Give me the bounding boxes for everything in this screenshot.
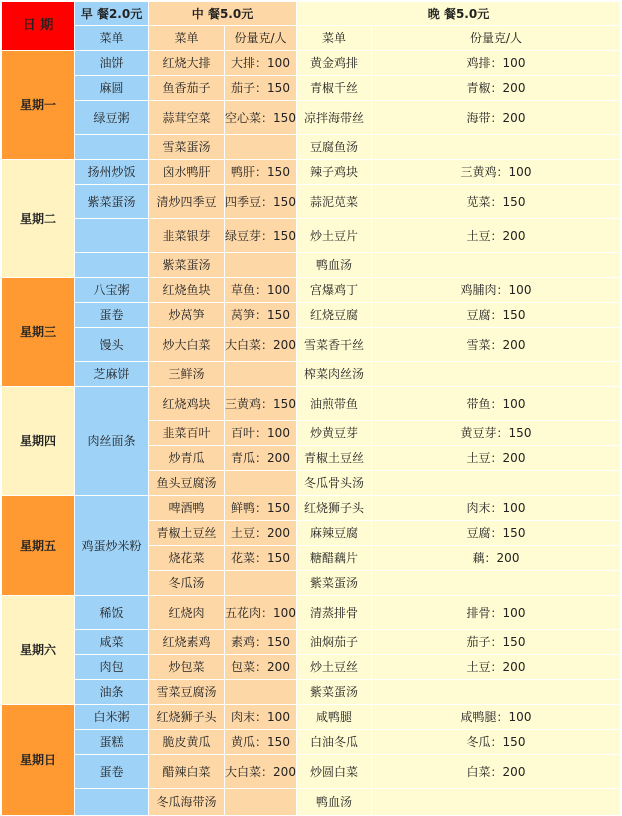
dinner-qty: 豆腐：150 [372,521,621,546]
dinner-dish: 鸭血汤 [297,789,372,816]
dinner-dish: 榨菜肉丝汤 [297,362,372,387]
menu-row [2,362,621,387]
day-label: 星期一 [2,51,75,160]
lunch-qty [225,471,297,496]
menu-row [2,278,621,303]
lunch-qty: 莴笋：150 [225,303,297,328]
menu-row [2,160,621,185]
lunch-dish: 鱼头豆腐汤 [149,471,225,496]
menu-row [2,303,621,328]
breakfast-item: 芝麻饼 [75,362,149,387]
breakfast-item [75,219,149,253]
dinner-dish: 紫菜蛋汤 [297,680,372,705]
lunch-header: 中 餐5.0元 [149,2,297,26]
menu-row [2,387,621,421]
breakfast-item: 扬州炒饭 [75,160,149,185]
dinner-dish: 青椒千丝 [297,76,372,101]
lunch-qty [225,789,297,816]
breakfast-item: 蛋卷 [75,755,149,789]
dinner-qty: 豆腐：150 [372,303,621,328]
dinner-qty: 土豆：200 [372,219,621,253]
breakfast-item: 蛋卷 [75,303,149,328]
dinner-dish: 炒土豆丝 [297,655,372,680]
breakfast-item: 油条 [75,680,149,705]
lunch-qty: 鲜鸭：150 [225,496,297,521]
menu-row [2,730,621,755]
breakfast-item: 紫菜蛋汤 [75,185,149,219]
breakfast-item: 肉丝面条 [75,387,149,496]
lunch-dish: 红烧大排 [149,51,225,76]
lunch-dish: 炒莴笋 [149,303,225,328]
day-label: 星期四 [2,387,75,496]
breakfast-item: 稀饭 [75,596,149,630]
lunch-dish: 蒜茸空菜 [149,101,225,135]
lunch-qty: 肉末：100 [225,705,297,730]
dinner-dish: 白油冬瓜 [297,730,372,755]
lunch-dish: 清炒四季豆 [149,185,225,219]
dinner-dish: 咸鸭腿 [297,705,372,730]
lunch-dish: 红烧鸡块 [149,387,225,421]
dinner-dish: 红烧豆腐 [297,303,372,328]
dinner-dish: 鸭血汤 [297,253,372,278]
lunch-dish-header: 菜单 [149,26,225,51]
breakfast-item: 绿豆粥 [75,101,149,135]
dinner-dish: 青椒土豆丝 [297,446,372,471]
dinner-qty: 排骨：100 [372,596,621,630]
dinner-qty [372,680,621,705]
dinner-qty: 白菜：200 [372,755,621,789]
lunch-qty: 绿豆芽：150 [225,219,297,253]
lunch-qty: 三黄鸡：150 [225,387,297,421]
lunch-qty: 黄瓜：150 [225,730,297,755]
breakfast-item: 馒头 [75,328,149,362]
lunch-qty: 花菜：150 [225,546,297,571]
dinner-dish: 黄金鸡排 [297,51,372,76]
dinner-qty: 海带：200 [372,101,621,135]
dinner-qty: 肉末：100 [372,496,621,521]
dinner-dish: 冬瓜骨头汤 [297,471,372,496]
lunch-dish: 啤酒鸭 [149,496,225,521]
day-label: 星期三 [2,278,75,387]
day-label: 星期五 [2,496,75,596]
dinner-qty: 茄子：150 [372,630,621,655]
dinner-dish: 蒜泥苋菜 [297,185,372,219]
lunch-qty: 五花肉：100 [225,596,297,630]
dinner-dish: 辣子鸡块 [297,160,372,185]
menu-row [2,496,621,521]
menu-row [2,328,621,362]
lunch-dish: 囟水鸭肝 [149,160,225,185]
lunch-dish: 紫菜蛋汤 [149,253,225,278]
dinner-qty: 藕：200 [372,546,621,571]
dinner-dish: 炒黄豆芽 [297,421,372,446]
breakfast-dish-header: 菜单 [75,26,149,51]
dinner-dish: 红烧狮子头 [297,496,372,521]
breakfast-item: 肉包 [75,655,149,680]
lunch-qty: 茄子：150 [225,76,297,101]
weekly-menu-table [1,1,621,816]
lunch-dish: 韭菜百叶 [149,421,225,446]
dinner-qty [372,135,621,160]
dinner-dish: 凉拌海带丝 [297,101,372,135]
lunch-qty: 鸭肝：150 [225,160,297,185]
lunch-dish: 烧花菜 [149,546,225,571]
lunch-dish: 青椒土豆丝 [149,521,225,546]
breakfast-item: 咸菜 [75,630,149,655]
lunch-dish: 红烧鱼块 [149,278,225,303]
lunch-qty: 土豆：200 [225,521,297,546]
dinner-qty: 黄豆芽：150 [372,421,621,446]
dinner-qty [372,571,621,596]
lunch-qty [225,253,297,278]
menu-row [2,101,621,135]
lunch-qty [225,680,297,705]
lunch-dish: 冬瓜汤 [149,571,225,596]
lunch-qty: 包菜：200 [225,655,297,680]
lunch-qty [225,571,297,596]
lunch-dish: 醋辣白菜 [149,755,225,789]
lunch-dish: 冬瓜海带汤 [149,789,225,816]
lunch-qty: 草鱼：100 [225,278,297,303]
lunch-dish: 炒大白菜 [149,328,225,362]
menu-row [2,76,621,101]
dinner-qty [372,253,621,278]
subheader-row [2,26,621,51]
dinner-qty: 三黄鸡：100 [372,160,621,185]
dinner-qty: 土豆：200 [372,655,621,680]
menu-row [2,185,621,219]
lunch-dish: 鱼香茄子 [149,76,225,101]
dinner-qty-header: 份量克/人 [372,26,621,51]
dinner-qty: 青椒：200 [372,76,621,101]
menu-row [2,680,621,705]
lunch-qty [225,135,297,160]
menu-row [2,789,621,816]
breakfast-item [75,135,149,160]
lunch-dish: 红烧素鸡 [149,630,225,655]
lunch-qty: 百叶：100 [225,421,297,446]
dinner-dish: 雪菜香干丝 [297,328,372,362]
menu-row [2,135,621,160]
dinner-dish: 紫菜蛋汤 [297,571,372,596]
breakfast-item [75,789,149,816]
breakfast-item: 麻圆 [75,76,149,101]
day-label: 星期六 [2,596,75,705]
dinner-dish: 清蒸排骨 [297,596,372,630]
menu-row [2,630,621,655]
lunch-qty: 空心菜：150 [225,101,297,135]
day-label: 星期日 [2,705,75,816]
dinner-dish: 糖醋藕片 [297,546,372,571]
dinner-qty: 带鱼：100 [372,387,621,421]
dinner-qty [372,789,621,816]
dinner-header: 晚 餐5.0元 [297,2,621,26]
dinner-dish: 炒圆白菜 [297,755,372,789]
menu-row [2,253,621,278]
dinner-dish: 炒土豆片 [297,219,372,253]
dinner-qty: 土豆：200 [372,446,621,471]
breakfast-item: 八宝粥 [75,278,149,303]
dinner-dish: 宫爆鸡丁 [297,278,372,303]
dinner-qty: 鸡排：100 [372,51,621,76]
lunch-dish: 雪菜豆腐汤 [149,680,225,705]
lunch-qty-header: 份量克/人 [225,26,297,51]
menu-row [2,219,621,253]
menu-row [2,596,621,630]
dinner-dish: 油煎带鱼 [297,387,372,421]
lunch-qty: 四季豆：150 [225,185,297,219]
dinner-qty [372,362,621,387]
breakfast-item [75,253,149,278]
lunch-dish: 三鲜汤 [149,362,225,387]
lunch-dish: 红烧狮子头 [149,705,225,730]
lunch-qty: 大白菜：200 [225,328,297,362]
breakfast-item: 蛋糕 [75,730,149,755]
header-row [2,2,621,26]
lunch-qty: 大白菜：200 [225,755,297,789]
menu-row [2,51,621,76]
dinner-qty: 雪菜：200 [372,328,621,362]
menu-row [2,705,621,730]
breakfast-header: 早 餐2.0元 [75,2,149,26]
day-label: 星期二 [2,160,75,278]
lunch-dish: 炒青瓜 [149,446,225,471]
menu-row [2,755,621,789]
lunch-dish: 红烧肉 [149,596,225,630]
dinner-qty: 鸡脯肉：100 [372,278,621,303]
dinner-qty: 咸鸭腿：100 [372,705,621,730]
menu-row [2,655,621,680]
lunch-qty: 大排：100 [225,51,297,76]
lunch-qty: 素鸡：150 [225,630,297,655]
lunch-dish: 脆皮黄瓜 [149,730,225,755]
breakfast-item: 白米粥 [75,705,149,730]
day-header: 日 期 [2,2,75,51]
dinner-qty: 冬瓜：150 [372,730,621,755]
lunch-qty: 青瓜：200 [225,446,297,471]
breakfast-item: 鸡蛋炒米粉 [75,496,149,596]
lunch-dish: 韭菜银芽 [149,219,225,253]
lunch-qty [225,362,297,387]
dinner-dish: 油焖茄子 [297,630,372,655]
lunch-dish: 雪菜蛋汤 [149,135,225,160]
breakfast-item: 油饼 [75,51,149,76]
menu-body [2,2,621,816]
dinner-qty: 苋菜：150 [372,185,621,219]
dinner-qty [372,471,621,496]
dinner-dish: 麻辣豆腐 [297,521,372,546]
lunch-dish: 炒包菜 [149,655,225,680]
dinner-dish: 豆腐鱼汤 [297,135,372,160]
dinner-dish-header: 菜单 [297,26,372,51]
